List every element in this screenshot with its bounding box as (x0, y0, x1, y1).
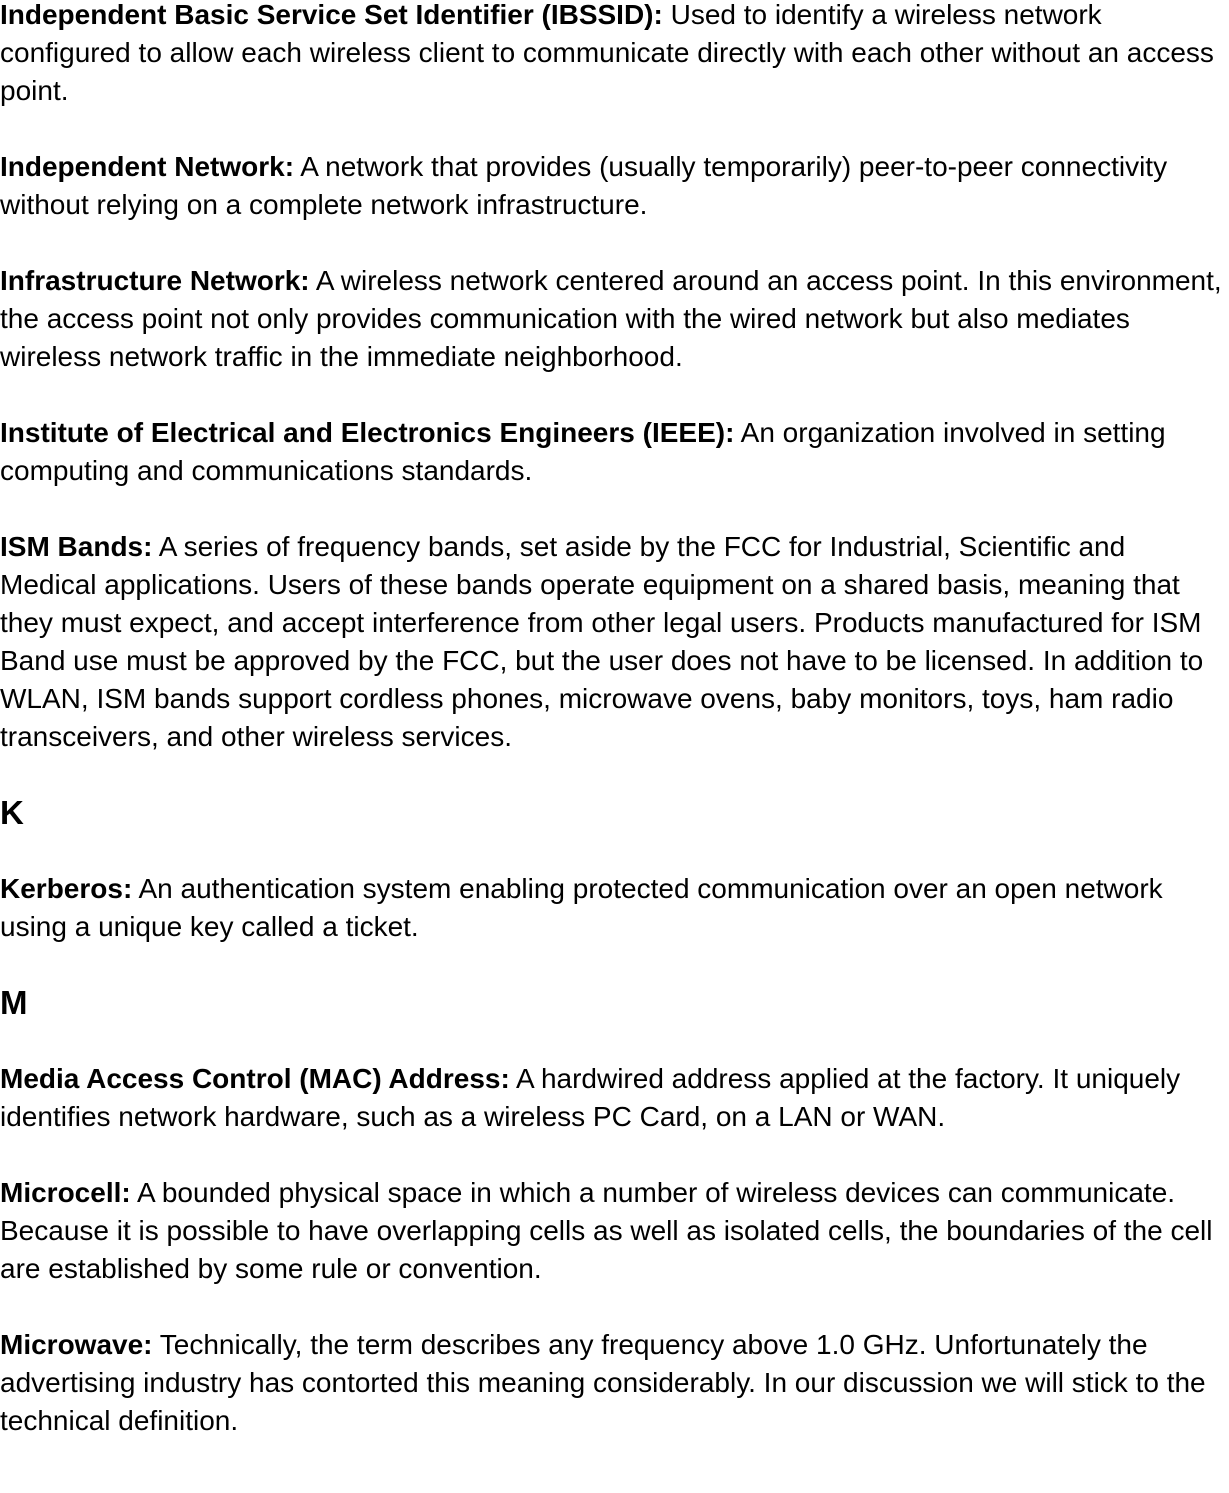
glossary-entry-microcell (0, 1174, 1229, 1288)
glossary-term: Infrastructure Network: (0, 265, 310, 296)
section-letter-k: K (0, 794, 24, 831)
glossary-entry-ibssid (0, 0, 1229, 110)
glossary-entry-independent-network (0, 148, 1229, 224)
glossary-entry-ism-bands (0, 528, 1229, 756)
glossary-term: Microcell: (0, 1177, 131, 1208)
glossary-definition: A series of frequency bands, set aside by the FCC for Industrial, Scientific and Medical applications. Users of these bands operate equipment on a shared basis, meaning that they must expect, and accept interference from other legal users. Products manufactured for ISM Band use must be approved by the FCC, but the user does not have to be licensed. In addition to WLAN, ISM bands support cordless phones, microwave ovens, baby monitors, toys, ham radio transceivers, and other wireless services. (0, 531, 1204, 752)
glossary-term: Kerberos: (0, 873, 133, 904)
glossary-definition: A hardwired address applied at the factory. It uniquely identifies network hardware, such as a wireless PC Card, on a LAN or WAN. (0, 1063, 1181, 1132)
glossary-entry-ieee (0, 414, 1229, 490)
glossary-term: Media Access Control (MAC) Address: (0, 1063, 510, 1094)
glossary-term: Institute of Electrical and Electronics Engineers (IEEE): (0, 417, 735, 448)
glossary-definition: A wireless network centered around an access point. In this environment, the access point not only provides communication with the wired network but also mediates wireless network traffic in the immediate neighborhood. (0, 265, 1222, 372)
section-letter-m: M (0, 984, 28, 1021)
glossary-term: Independent Network: (0, 151, 295, 182)
glossary-definition: A bounded physical space in which a number of wireless devices can communicate. Because it is possible to have overlapping cells as well as isolated cells, the boundaries of the cell are established by some rule or convention. (0, 1177, 1213, 1284)
glossary-definition: A network that provides (usually temporarily) peer-to-peer connectivity without relying on a complete network infrastructure. (0, 151, 1168, 220)
glossary-entry-infrastructure-network (0, 262, 1229, 376)
glossary-term: Microwave: (0, 1329, 153, 1360)
glossary-definition: An organization involved in setting computing and communications standards. (0, 417, 1166, 486)
glossary-definition: Used to identify a wireless network configured to allow each wireless client to communicate directly with each other without an access point. (0, 0, 1214, 106)
glossary-entry-kerberos (0, 870, 1229, 946)
glossary-term: Independent Basic Service Set Identifier (IBSSID): (0, 0, 663, 30)
glossary-definition: Technically, the term describes any frequency above 1.0 GHz. Unfortunately the advertising industry has contorted this meaning considerably. In our discussion we will stick to the technical definition. (0, 1329, 1206, 1436)
glossary-definition: An authentication system enabling protected communication over an open network using a unique key called a ticket. (0, 873, 1163, 942)
glossary-term: ISM Bands: (0, 531, 153, 562)
glossary-entry-mac-address (0, 1060, 1229, 1136)
glossary-entry-microwave (0, 1326, 1229, 1440)
